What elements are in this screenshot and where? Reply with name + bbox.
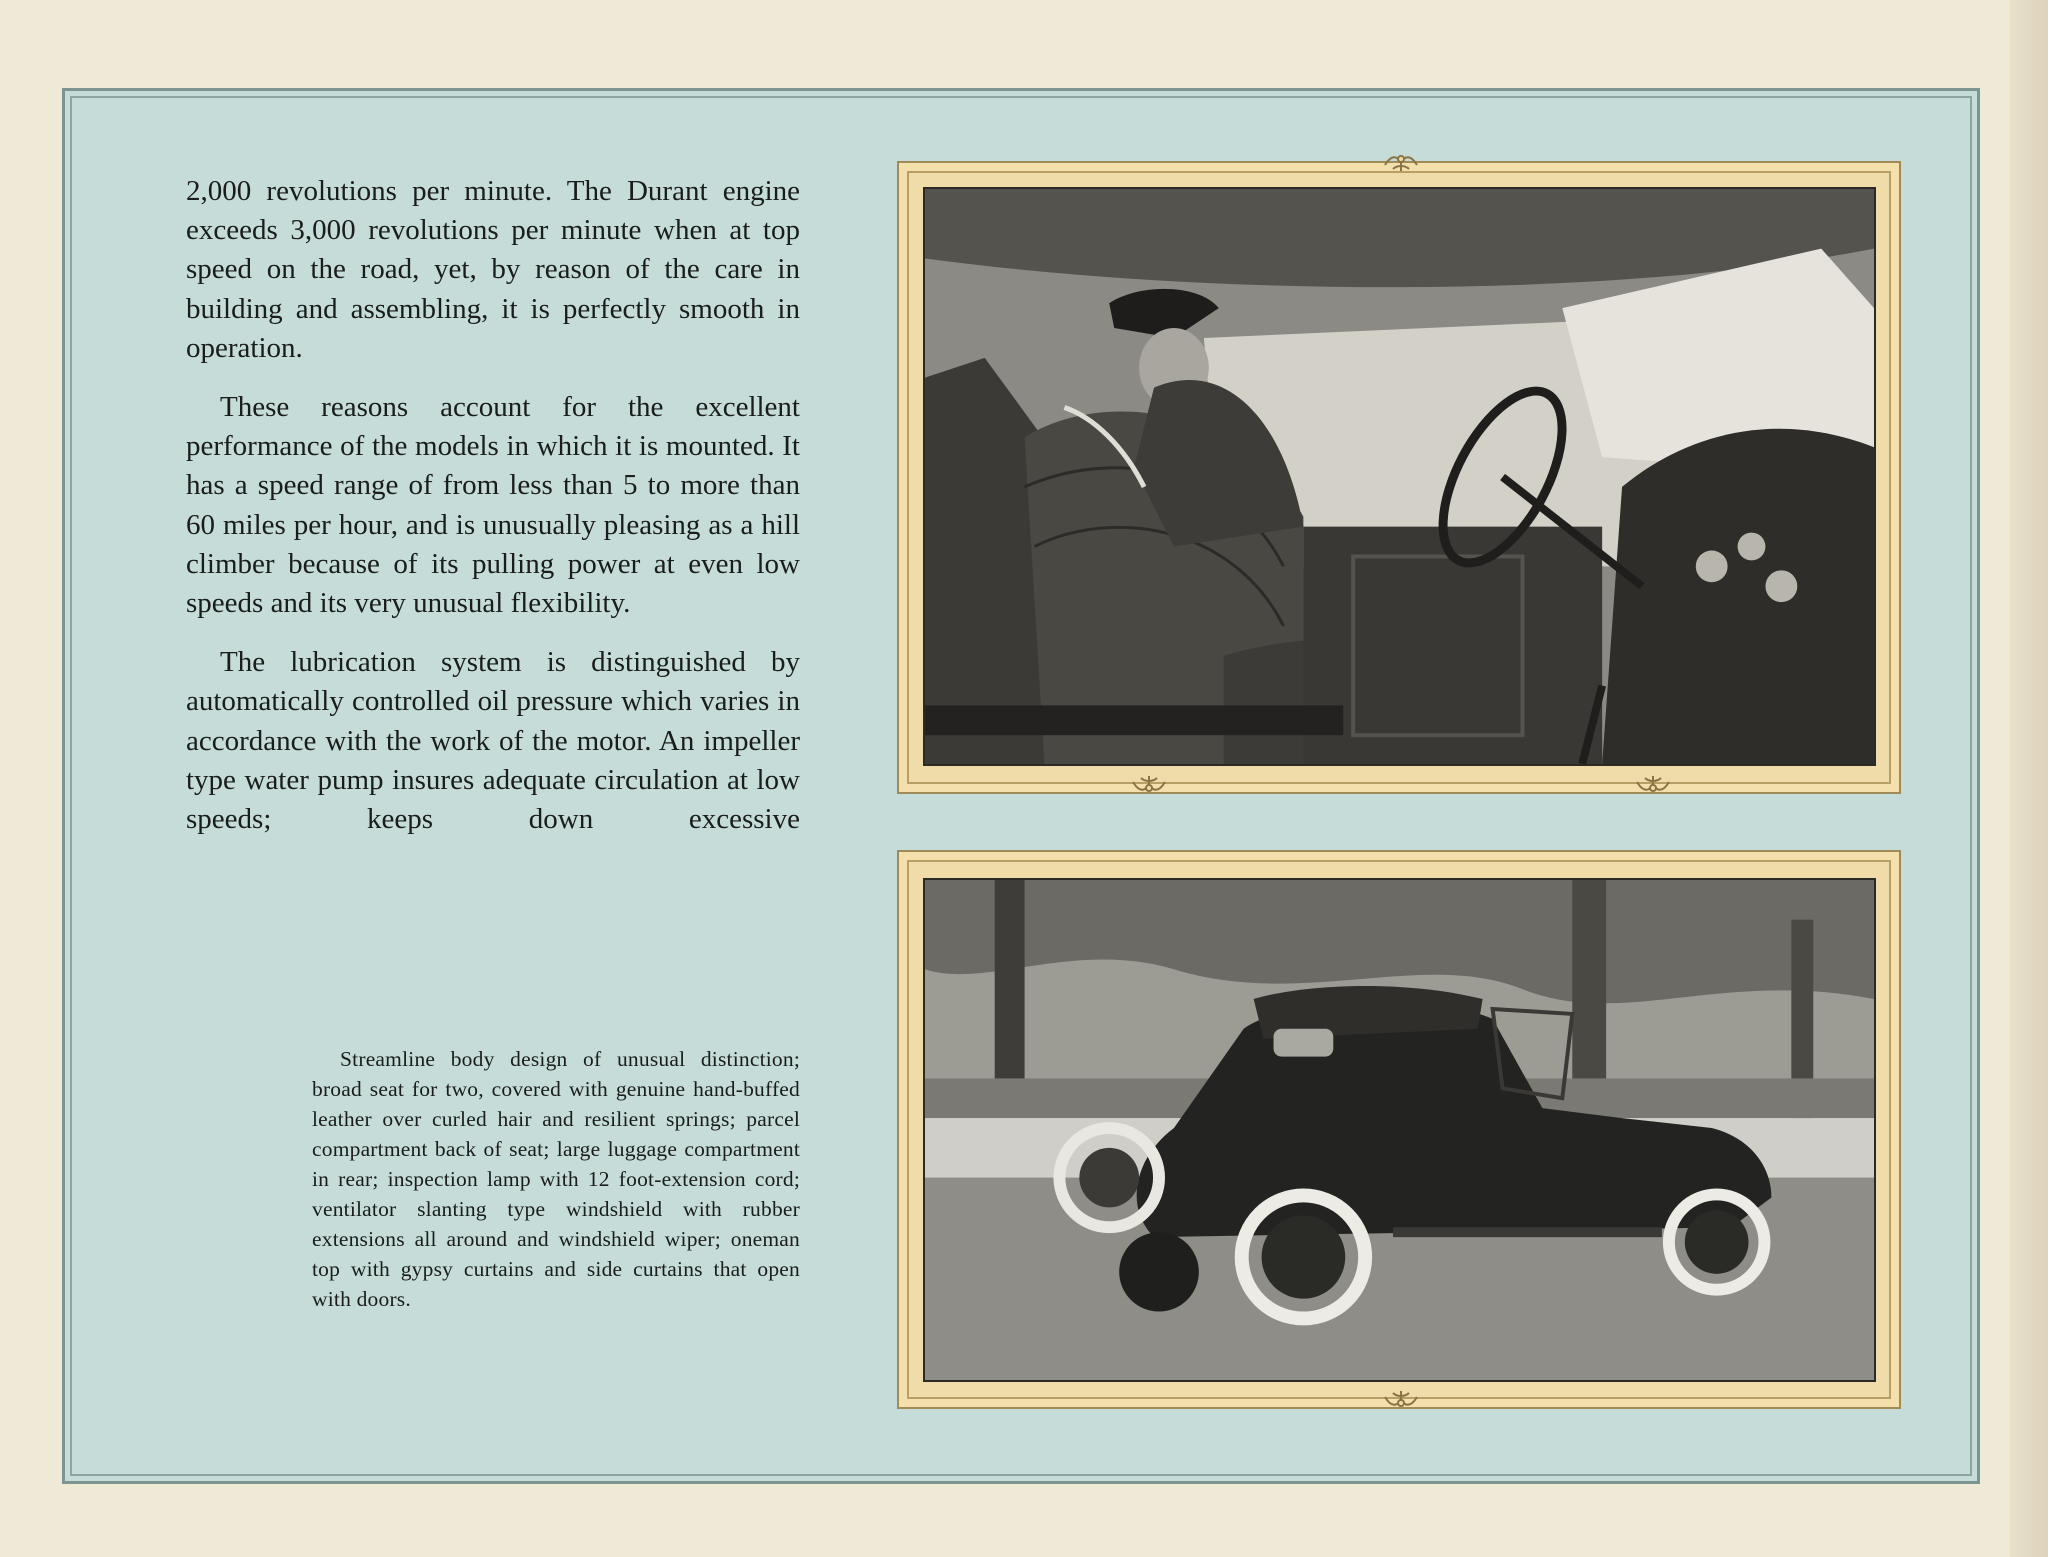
paragraph-lubrication: The lubrication system is distinguished by automatically controlled oil pressure which varies in accordance with the work of the motor. An impeller type water pump insures adequate circulation at low speeds; keeps down excessive xyxy=(186,646,800,836)
photo-frame-roadster xyxy=(897,850,1901,1409)
paragraph-performance: These reasons account for the excellent performance of the models in which it is mounted. It has a speed range of from less than 5 to more than 60 miles per hour, and is unusually pleasing as a hill climber because of its pulling power at even low speeds and its very unusual flexibility. xyxy=(186,391,800,620)
photo-frame-interior xyxy=(897,161,1901,794)
interior-photo xyxy=(923,187,1876,766)
body-text xyxy=(186,172,800,839)
page-edge xyxy=(2010,0,2048,1557)
frame-ornament-icon xyxy=(1129,774,1169,796)
frame-ornament-icon xyxy=(1381,1389,1421,1411)
frame-ornament-icon xyxy=(1633,774,1673,796)
roadster-photo xyxy=(923,878,1876,1382)
paragraph-engine-speed: 2,000 revolutions per minute. The Durant engine exceeds 3,000 revolutions per minute when at top speed on the road, yet, by reason of the care in building and assembling, it is perfectly smooth in operation. xyxy=(186,175,800,364)
photo-caption: Streamline body design of unusual distinction; broad seat for two, covered with genuine hand-buffed leather over curled hair and resilient springs; parcel compartment back of seat; large luggage compartment in rear; inspection lamp with 12 foot-extension cord; ventilator slanting type windshield with rubber extensions all around and windshield wiper; oneman top with gypsy curtains and side curtains that open with doors. xyxy=(312,1047,800,1311)
frame-ornament-icon xyxy=(1381,151,1421,173)
